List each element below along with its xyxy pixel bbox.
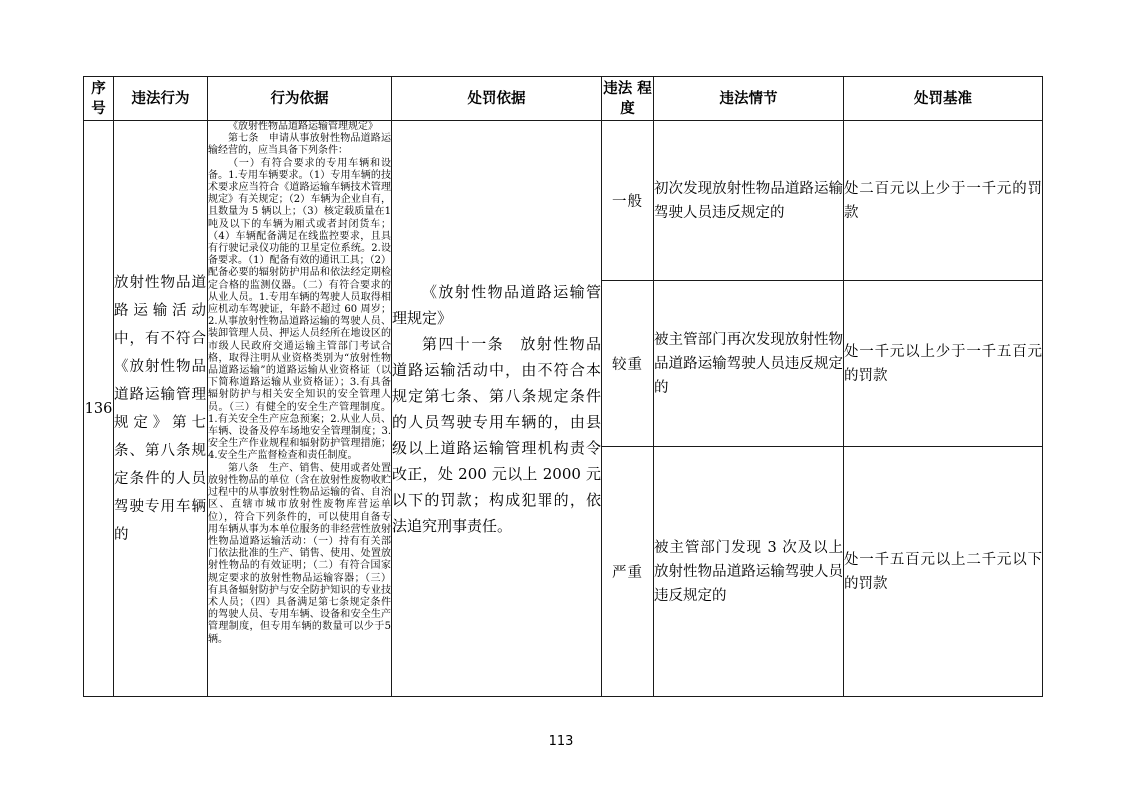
penalty-basis-title: 《放射性物品道路运输管理规定》 [392,282,601,327]
header-penalty-benchmark: 处罚基准 [844,77,1043,121]
cell-circumstance-general: 初次发现放射性物品道路运输驾驶人员违反规定的 [654,121,844,281]
page-number: 113 [548,734,574,749]
penalty-standards-table [83,76,1043,697]
cell-penalty-basis [392,121,602,697]
penalty-basis-article41: 第四十一条 放射性物品道路运输活动中，由不符合本规定第七条、第八条规定条件的人员驾驶专用车辆的，由县级以上道路运输管理机构责令改正，处 200 元以上 2000 元以下的罚款；构成犯罪的，依法追究刑事责任。 [392,334,601,535]
cell-penalty-severe: 处一千五百元以上二千元以下的罚款 [844,447,1043,697]
behavior-basis-article7-body: （一）有符合要求的专用车辆和设备。1.专用车辆要求。（1）专用车辆的技术要求应当符合《道路运输车辆技术管理规定》有关规定；（2）车辆为企业自有，且数量为 5 辆以上；（3）核定载质量在1吨及以下的车辆为厢式或者封闭货车；（4）车辆配备满足在线监控要求，且具有行驶记录仪功能的卫星定位系统。2.设备要求。（1）配备有效的通讯工具；（2）配备必要的辐射防护用品和依法经定期检定合格的监测仪器。（二）有符合要求的从业人员。1.专用车辆的驾驶人员取得相应机动车驾驶证，年龄不超过 60 周岁；2.从事放射性物品道路运输的驾驶人员、装卸管理人员、押运人员经所在地设区的市级人民政府交通运输主管部门考试合格，取得注明从业资格类别为“放射性物品道路运输”的道路运输从业资格证（以下简称道路运输从业资格证）；3.有具备辐射防护与相关安全知识的安全管理人员。（三）有健全的安全生产管理制度。1.有关安全生产应急预案；2.从业人员、车辆、设备及停车场地安全管理制度；3.安全生产作业规程和辐射防护管理措施；4.安全生产监督检查和责任制度。 [208,157,391,462]
behavior-basis-article8-body: 第八条 生产、销售、使用或者处置放射性物品的单位（含在放射性废物收贮过程中的从事放射性物品运输的省、自治区、直辖市城市放射性废物库营运单位），符合下列条件的，可以使用自备专用车辆从事为本单位服务的非经营性放射性物品道路运输活动：（一）持有有关部门依法批准的生产、销售、使用、处置放射性物品的有效证明；（二）有符合国家规定要求的放射性物品运输容器；（三）有具备辐射防护与安全防护知识的专业技术人员；（四）具备满足第七条规定条件的驾驶人员、专用车辆、设备和安全生产管理制度，但专用车辆的数量可以少于5辆。 [208,462,391,645]
cell-illegal-behavior [114,121,208,697]
table-row [84,121,1043,281]
cell-degree-serious: 较重 [602,281,654,447]
cell-penalty-general: 处二百元以上少于一千元的罚款 [844,121,1043,281]
cell-circumstance-serious: 被主管部门再次发现放射性物品道路运输驾驶人员违反规定的 [654,281,844,447]
header-illegal-behavior: 违法行为 [114,77,208,121]
cell-degree-severe: 严重 [602,447,654,697]
header-behavior-basis: 行为依据 [208,77,392,121]
header-violation-degree: 违法 程度 [602,77,654,121]
behavior-basis-title: 《放射性物品道路运输管理规定》 [228,121,378,132]
cell-behavior-basis [208,121,392,697]
cell-seq-number: 136 [84,121,114,697]
illegal-behavior-text: 放射性物品道路运输活动中，有不符合《放射性物品道路运输管理规定》第七条、第八条规定条件的人员驾驶专用车辆的 [114,274,207,543]
table-header-row [84,77,1043,121]
cell-penalty-serious: 处一千元以上少于一千五百元的罚款 [844,281,1043,447]
header-violation-circumstance: 违法情节 [654,77,844,121]
header-penalty-basis: 处罚依据 [392,77,602,121]
header-seq-number: 序 号 [84,77,114,121]
cell-degree-general: 一般 [602,121,654,281]
behavior-basis-article7-intro: 第七条 申请从事放射性物品道路运输经营的，应当具备下列条件： [208,133,391,157]
cell-circumstance-severe: 被主管部门发现 3 次及以上放射性物品道路运输驾驶人员违反规定的 [654,447,844,697]
